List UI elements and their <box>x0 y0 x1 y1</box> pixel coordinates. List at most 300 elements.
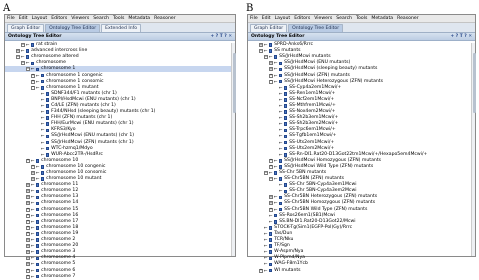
header-title: Ontology Tree Editor <box>8 34 62 39</box>
is-a-arrow-icon: ← <box>279 133 283 139</box>
tab-ontology-tree-editor[interactable]: Ontology Tree Editor <box>288 24 343 32</box>
term-label: SPRD-Anks6/Rrrc <box>274 42 313 48</box>
term-label: chromosome altered <box>31 54 79 60</box>
term-label: rat strain <box>36 42 58 48</box>
collapse-icon[interactable]: − <box>16 54 20 59</box>
is-a-arrow-icon: ← <box>279 115 283 121</box>
is-a-arrow-icon: ← <box>31 182 35 188</box>
term-label: SS/JrHsdMcwi Homozygous (ZFN) mutants <box>284 157 382 163</box>
term-node-icon <box>36 226 40 230</box>
term-label: chromosome 14 <box>41 200 79 206</box>
term-node-icon <box>279 159 283 163</box>
tree-spacer <box>36 98 40 102</box>
term-node-icon <box>36 232 40 236</box>
is-a-arrow-icon: ← <box>264 237 268 243</box>
term-node-icon <box>36 238 40 242</box>
term-node-icon <box>279 74 283 78</box>
expand-icon[interactable]: + <box>259 42 263 47</box>
menu-bar <box>5 15 235 23</box>
expand-icon[interactable]: + <box>269 158 273 163</box>
is-a-arrow-icon: ← <box>274 206 278 212</box>
tab-graph-editor[interactable]: Graph Editor <box>250 24 287 32</box>
term-label: chromosome 3 <box>41 249 76 255</box>
is-a-arrow-icon: ← <box>31 237 35 243</box>
is-a-arrow-icon: ← <box>274 72 278 78</box>
tree-spacer <box>274 189 278 193</box>
expand-icon[interactable]: + <box>269 73 273 78</box>
menu-edit[interactable]: Edit <box>261 16 271 21</box>
collapse-icon[interactable]: − <box>269 79 273 84</box>
term-node-icon <box>279 68 283 72</box>
is-a-arrow-icon: ← <box>274 78 278 84</box>
term-label: chromosome 7 <box>41 273 76 279</box>
tree-spacer <box>259 238 263 242</box>
collapse-icon[interactable]: − <box>21 42 25 47</box>
term-label: chromosome 1 congenic <box>46 72 103 78</box>
term-node-icon <box>46 122 50 126</box>
term-label: chromosome 1 mutant <box>46 84 99 90</box>
term-label: TF/Sgn <box>274 243 290 249</box>
term-node-icon <box>41 165 45 169</box>
tree-spacer <box>274 153 278 157</box>
term-label: SS/JrHsdMcwi (ZFN) mutants <box>284 72 350 78</box>
term-label: SS.BN-Dl1.Rat20-D13Got22/Mcwi <box>279 218 356 224</box>
term-label: chromosome 1 consomic <box>46 78 104 84</box>
header-tools[interactable]: + ? T ? ✕ <box>450 34 472 39</box>
is-a-arrow-icon: ← <box>36 176 40 182</box>
term-label: SS-Ros26em1(SB1)Mcwi <box>279 212 335 218</box>
collapse-icon[interactable]: − <box>21 60 25 65</box>
term-label: SS-Chr 5BN-Cyp4a3em2Mcwi <box>289 188 357 194</box>
term-node-icon <box>269 49 273 53</box>
tree-spacer <box>259 244 263 248</box>
term-node-icon <box>279 208 283 212</box>
is-a-arrow-icon: ← <box>41 139 45 145</box>
is-a-arrow-icon: ← <box>41 127 45 133</box>
tree-spacer <box>274 92 278 96</box>
header-tools[interactable]: + ? T ? ✕ <box>210 34 232 39</box>
term-label: chromosome 17 <box>41 218 79 224</box>
term-node-icon <box>46 104 50 108</box>
term-label: SS/JrHsdMcwi mutants <box>279 54 331 60</box>
expand-icon[interactable]: + <box>26 274 30 279</box>
term-label: SS/JrHsdMcwi Wild Type (ZFN) mutants <box>284 163 374 169</box>
term-node-icon <box>36 196 40 200</box>
is-a-arrow-icon: ← <box>41 133 45 139</box>
is-a-arrow-icon: ← <box>264 261 268 267</box>
term-label: WI mutants <box>274 267 301 273</box>
expand-icon[interactable]: + <box>26 194 30 199</box>
term-label: W-Aspm/Nya <box>274 249 304 255</box>
expand-icon[interactable]: + <box>26 255 30 260</box>
panel-letter-b: B <box>246 3 254 14</box>
term-label: SS-Sh2b3em1Mcwi/+ <box>289 115 339 121</box>
tree-spacer <box>259 262 263 266</box>
expand-icon[interactable]: + <box>31 164 35 169</box>
term-node-icon <box>274 55 278 59</box>
tab-ontology-tree-editor[interactable]: Ontology Tree Editor <box>45 24 100 32</box>
is-a-arrow-icon: ← <box>279 127 283 133</box>
term-label: chromosome 20 <box>41 243 79 249</box>
is-a-arrow-icon: ← <box>264 224 268 230</box>
expand-icon[interactable]: + <box>31 170 35 175</box>
is-a-arrow-icon: ← <box>274 66 278 72</box>
tree-spacer <box>264 220 268 224</box>
term-label: chromosome 15 <box>41 206 79 212</box>
term-node-icon <box>269 238 273 242</box>
term-label: SS-Tgfb1em1Mcwi/+ <box>289 133 337 139</box>
is-a-arrow-icon: ← <box>274 163 278 169</box>
term-node-icon <box>284 104 288 108</box>
is-a-arrow-icon: ← <box>31 255 35 261</box>
term-node-icon <box>26 55 30 59</box>
expand-icon[interactable]: + <box>269 200 273 205</box>
menu-file[interactable]: File <box>7 16 15 21</box>
term-label: advanced intercross line <box>31 48 88 54</box>
menu-edit[interactable]: Edit <box>18 16 28 21</box>
term-label: chromosome 19 <box>41 230 79 236</box>
menu-search[interactable]: Search <box>93 16 110 21</box>
term-label: SS-Trpc6em1Mcwi/+ <box>289 127 336 133</box>
tree-spacer <box>259 256 263 260</box>
expand-icon[interactable]: + <box>26 213 30 218</box>
expand-icon[interactable]: + <box>26 219 30 224</box>
is-a-arrow-icon: ← <box>41 102 45 108</box>
is-a-arrow-icon: ← <box>269 218 273 224</box>
term-label: F344/NHsd (sleeping beauty) mutants (chr 1) <box>51 109 156 115</box>
expand-icon[interactable]: + <box>26 207 30 212</box>
term-node-icon <box>36 208 40 212</box>
term-label: SDNF344/F1 mutants (chr 1) <box>51 90 117 96</box>
term-label: SS/JrHsdMcwi (ENU mutants) (chr 1) <box>51 133 135 139</box>
menu-search[interactable]: Search <box>336 16 353 21</box>
term-node-icon <box>279 177 283 181</box>
tree-spacer <box>36 141 40 145</box>
expand-icon[interactable]: + <box>269 164 273 169</box>
term-node-icon <box>284 92 288 96</box>
tree-spacer <box>259 232 263 236</box>
collapse-icon[interactable]: − <box>259 48 263 53</box>
term-label: FHH (ZFN) mutants (chr 1) <box>51 115 113 121</box>
is-a-arrow-icon: ← <box>41 90 45 96</box>
expand-icon[interactable]: + <box>26 237 30 242</box>
expand-icon[interactable]: + <box>26 182 30 187</box>
collapse-icon[interactable]: − <box>264 54 268 59</box>
is-a-arrow-icon: ← <box>264 48 268 54</box>
scroll-thumb[interactable] <box>473 53 476 113</box>
menu-viewers[interactable]: Viewers <box>314 16 333 21</box>
is-a-arrow-icon: ← <box>264 42 268 48</box>
vertical-scrollbar[interactable] <box>471 43 475 256</box>
term-node-icon <box>269 269 273 273</box>
term-node-icon <box>284 116 288 120</box>
term-node-icon <box>36 159 40 163</box>
is-a-arrow-icon: ← <box>264 267 268 273</box>
term-label: SS/JrHsdMcwi Heterozygous (ZFN) mutants <box>284 78 383 84</box>
is-a-arrow-icon: ← <box>26 60 30 66</box>
window-b <box>247 14 476 273</box>
term-node-icon <box>41 86 45 90</box>
window-a <box>4 14 236 279</box>
tree-row[interactable] <box>248 267 475 273</box>
term-label: SS-Sh2b3em2Mcwi/+ <box>289 121 339 127</box>
term-node-icon <box>46 98 50 102</box>
term-label: SS/JrHsdMcwi (ENU mutants) <box>284 60 351 66</box>
is-a-arrow-icon: ← <box>31 230 35 236</box>
tree-spacer <box>36 92 40 96</box>
is-a-arrow-icon: ← <box>274 200 278 206</box>
term-node-icon <box>279 196 283 200</box>
term-node-icon <box>46 110 50 114</box>
term-node-icon <box>41 74 45 78</box>
is-a-arrow-icon: ← <box>279 90 283 96</box>
ontology-tree <box>248 41 475 274</box>
is-a-arrow-icon: ← <box>279 145 283 151</box>
is-a-arrow-icon: ← <box>36 84 40 90</box>
term-node-icon <box>36 190 40 194</box>
expand-icon[interactable]: + <box>16 48 20 53</box>
term-label: SS-Uts2em1Mcwi/+ <box>289 139 335 145</box>
menu-reasoner[interactable]: Reasoner <box>397 16 419 21</box>
is-a-arrow-icon: ← <box>36 72 40 78</box>
is-a-arrow-icon: ← <box>269 54 273 60</box>
is-a-arrow-icon: ← <box>31 261 35 267</box>
expand-icon[interactable]: + <box>269 194 273 199</box>
tree-spacer <box>36 134 40 138</box>
term-label: SS/JrHsdMcwi (ZFN) mutants (chr 1) <box>51 139 134 145</box>
term-label: chromosome 2 <box>41 237 76 243</box>
tree-spacer <box>274 134 278 138</box>
is-a-arrow-icon: ← <box>279 139 283 145</box>
menu-editors[interactable]: Editors <box>51 16 68 21</box>
is-a-arrow-icon: ← <box>41 115 45 121</box>
term-node-icon <box>284 110 288 114</box>
term-label: Cd/LE (ZFN) mutants (chr 1) <box>51 102 116 108</box>
tree-spacer <box>264 214 268 218</box>
expand-icon[interactable]: + <box>269 66 273 71</box>
term-label: SS-Chr 5BN-Cyp4a3em1Mcwi <box>289 182 357 188</box>
expand-icon[interactable]: + <box>26 231 30 236</box>
term-node-icon <box>36 183 40 187</box>
term-label: SS-Ren1em1Mcwi/+ <box>289 90 336 96</box>
is-a-arrow-icon: ← <box>21 48 25 54</box>
term-node-icon <box>46 129 50 133</box>
tree-spacer <box>274 147 278 151</box>
term-node-icon <box>269 263 273 267</box>
menu-tools[interactable]: Tools <box>113 16 125 21</box>
tree-spacer <box>36 147 40 151</box>
expand-icon[interactable]: + <box>26 200 30 205</box>
term-node-icon <box>269 43 273 47</box>
term-label: chromosome 1 <box>41 66 76 72</box>
tree-spacer <box>36 116 40 120</box>
term-label: Tas/Dun <box>274 230 293 236</box>
is-a-arrow-icon: ← <box>31 212 35 218</box>
tab-bar <box>248 23 475 33</box>
panel-letter-a: A <box>3 3 11 14</box>
term-node-icon <box>284 86 288 90</box>
term-label: SS-Uts2em2Mcwi/+ <box>289 145 335 151</box>
expand-icon[interactable]: + <box>26 158 30 163</box>
term-node-icon <box>46 116 50 120</box>
term-label: WAG-F8m1Ycb <box>274 261 308 267</box>
term-node-icon <box>284 147 288 151</box>
term-label: chromosome 10 mutant <box>46 176 102 182</box>
term-node-icon <box>269 250 273 254</box>
is-a-arrow-icon: ← <box>269 212 273 218</box>
is-a-arrow-icon: ← <box>279 188 283 194</box>
is-a-arrow-icon: ← <box>36 78 40 84</box>
is-a-arrow-icon: ← <box>31 188 35 194</box>
term-node-icon <box>46 92 50 96</box>
term-node-icon <box>36 250 40 254</box>
expand-icon[interactable]: + <box>269 60 273 65</box>
term-node-icon <box>279 202 283 206</box>
collapse-icon[interactable]: − <box>264 170 268 175</box>
tab-extended-info[interactable]: Extended Info <box>101 24 141 32</box>
expand-icon[interactable]: + <box>26 261 30 266</box>
is-a-arrow-icon: ← <box>31 267 35 273</box>
tree-spacer <box>274 141 278 145</box>
term-node-icon <box>41 171 45 175</box>
is-a-arrow-icon: ← <box>36 170 40 176</box>
tree-spacer <box>274 116 278 120</box>
ontology-tree <box>5 41 235 280</box>
is-a-arrow-icon: ← <box>41 121 45 127</box>
tree-spacer <box>36 153 40 157</box>
term-node-icon <box>36 244 40 248</box>
expand-icon[interactable]: + <box>31 73 35 78</box>
term-node-icon <box>269 232 273 236</box>
tab-bar <box>5 23 235 33</box>
menu-metadata[interactable]: Metadata <box>128 16 151 21</box>
vertical-scrollbar[interactable] <box>231 43 235 256</box>
tree-spacer <box>274 104 278 108</box>
term-label: SS/JrHsdMcwi (sleeping beauty) mutants <box>284 66 378 72</box>
tree-spacer <box>274 98 278 102</box>
expand-icon[interactable]: + <box>26 249 30 254</box>
expand-icon[interactable]: + <box>269 207 273 212</box>
is-a-arrow-icon: ← <box>26 42 30 48</box>
tree-spacer <box>274 110 278 114</box>
expand-icon[interactable]: + <box>26 268 30 273</box>
term-label: chromosome 16 <box>41 212 79 218</box>
is-a-arrow-icon: ← <box>264 249 268 255</box>
collapse-icon[interactable]: − <box>31 85 35 90</box>
term-label: chromosome 10 congenic <box>46 163 106 169</box>
is-a-arrow-icon: ← <box>31 243 35 249</box>
menu-layout[interactable]: Layout <box>31 16 48 21</box>
menu-tools[interactable]: Tools <box>356 16 368 21</box>
tab-graph-editor[interactable]: Graph Editor <box>7 24 44 32</box>
term-node-icon <box>46 147 50 151</box>
term-node-icon <box>269 244 273 248</box>
is-a-arrow-icon: ← <box>279 84 283 90</box>
term-node-icon <box>284 122 288 126</box>
term-label: SS-Chr5BN Homozygous (ZFN) mutants <box>284 200 376 206</box>
tree-spacer <box>36 122 40 126</box>
term-node-icon <box>274 214 278 218</box>
term-label: SS-Cyp4a2em1Mcwi/+ <box>289 84 342 90</box>
is-a-arrow-icon: ← <box>31 224 35 230</box>
term-node-icon <box>279 80 283 84</box>
menu-editors[interactable]: Editors <box>294 16 311 21</box>
term-label: FHH/EurMcwi (ENU mutants) (chr 1) <box>51 121 134 127</box>
ontology-tree-editor-header <box>248 33 475 41</box>
expand-icon[interactable]: + <box>31 79 35 84</box>
term-label: SS-Mthfrem1Mcwi/+ <box>289 102 336 108</box>
term-label: SS-Chr 5BN mutants <box>279 170 327 176</box>
is-a-arrow-icon: ← <box>274 157 278 163</box>
term-node-icon <box>41 177 45 181</box>
menu-file[interactable]: File <box>250 16 258 21</box>
term-label: BNPI/HsdMcwi (ENU mutants) (chr 1) <box>51 96 136 102</box>
tree-spacer <box>274 183 278 187</box>
term-label: TCR/Nku <box>274 237 294 243</box>
is-a-arrow-icon: ← <box>274 60 278 66</box>
scroll-thumb[interactable] <box>233 53 236 113</box>
term-node-icon <box>284 98 288 102</box>
term-node-icon <box>269 257 273 261</box>
tree-spacer <box>274 122 278 126</box>
is-a-arrow-icon: ← <box>279 182 283 188</box>
is-a-arrow-icon: ← <box>31 157 35 163</box>
term-label: WTC-hzmq1/Mdyo <box>51 145 93 151</box>
term-label: SS-Chr5BN Heterozygous (ZFN) mutants <box>284 194 378 200</box>
term-node-icon <box>36 214 40 218</box>
term-label: SS-Chr5BN Wild Type (ZFN) mutants <box>284 206 368 212</box>
term-label: SS-Rn-Dl1.Rat20-D13Got22tm1Mcwi/+/Hexapo5em4Mcwi/+ <box>289 151 428 157</box>
term-label: SS-Nox4em2Mcwi/+ <box>289 109 336 115</box>
term-label: chromosome 6 <box>41 267 76 273</box>
is-a-arrow-icon: ← <box>279 96 283 102</box>
expand-icon[interactable]: + <box>31 176 35 181</box>
expand-icon[interactable]: + <box>26 243 30 248</box>
is-a-arrow-icon: ← <box>264 243 268 249</box>
header-title: Ontology Tree Editor <box>251 34 305 39</box>
term-node-icon <box>284 129 288 133</box>
expand-icon[interactable]: + <box>26 225 30 230</box>
term-label: chromosome 4 <box>41 255 76 261</box>
is-a-arrow-icon: ← <box>41 109 45 115</box>
term-label: chromosome 10 <box>41 157 79 163</box>
term-node-icon <box>36 68 40 72</box>
collapse-icon[interactable]: − <box>26 66 30 71</box>
collapse-icon[interactable]: − <box>269 176 273 181</box>
expand-icon[interactable]: + <box>26 188 30 193</box>
term-label: chromosome 11 <box>41 182 79 188</box>
menu-reasoner[interactable]: Reasoner <box>154 16 176 21</box>
menu-bar <box>248 15 475 23</box>
menu-viewers[interactable]: Viewers <box>71 16 90 21</box>
term-node-icon <box>36 257 40 261</box>
is-a-arrow-icon: ← <box>31 194 35 200</box>
menu-metadata[interactable]: Metadata <box>371 16 394 21</box>
term-node-icon <box>31 62 35 66</box>
term-node-icon <box>36 269 40 273</box>
term-node-icon <box>284 141 288 145</box>
term-node-icon <box>269 226 273 230</box>
is-a-arrow-icon: ← <box>31 273 35 279</box>
is-a-arrow-icon: ← <box>279 102 283 108</box>
term-label: STOCK-Tg(Sim1(EGFP-Pol)Gy)/Rrrc <box>274 224 353 230</box>
term-node-icon <box>36 220 40 224</box>
expand-icon[interactable]: + <box>259 268 263 273</box>
menu-layout[interactable]: Layout <box>274 16 291 21</box>
is-a-arrow-icon: ← <box>31 249 35 255</box>
tree-row[interactable] <box>5 274 235 280</box>
tree-spacer <box>274 128 278 132</box>
